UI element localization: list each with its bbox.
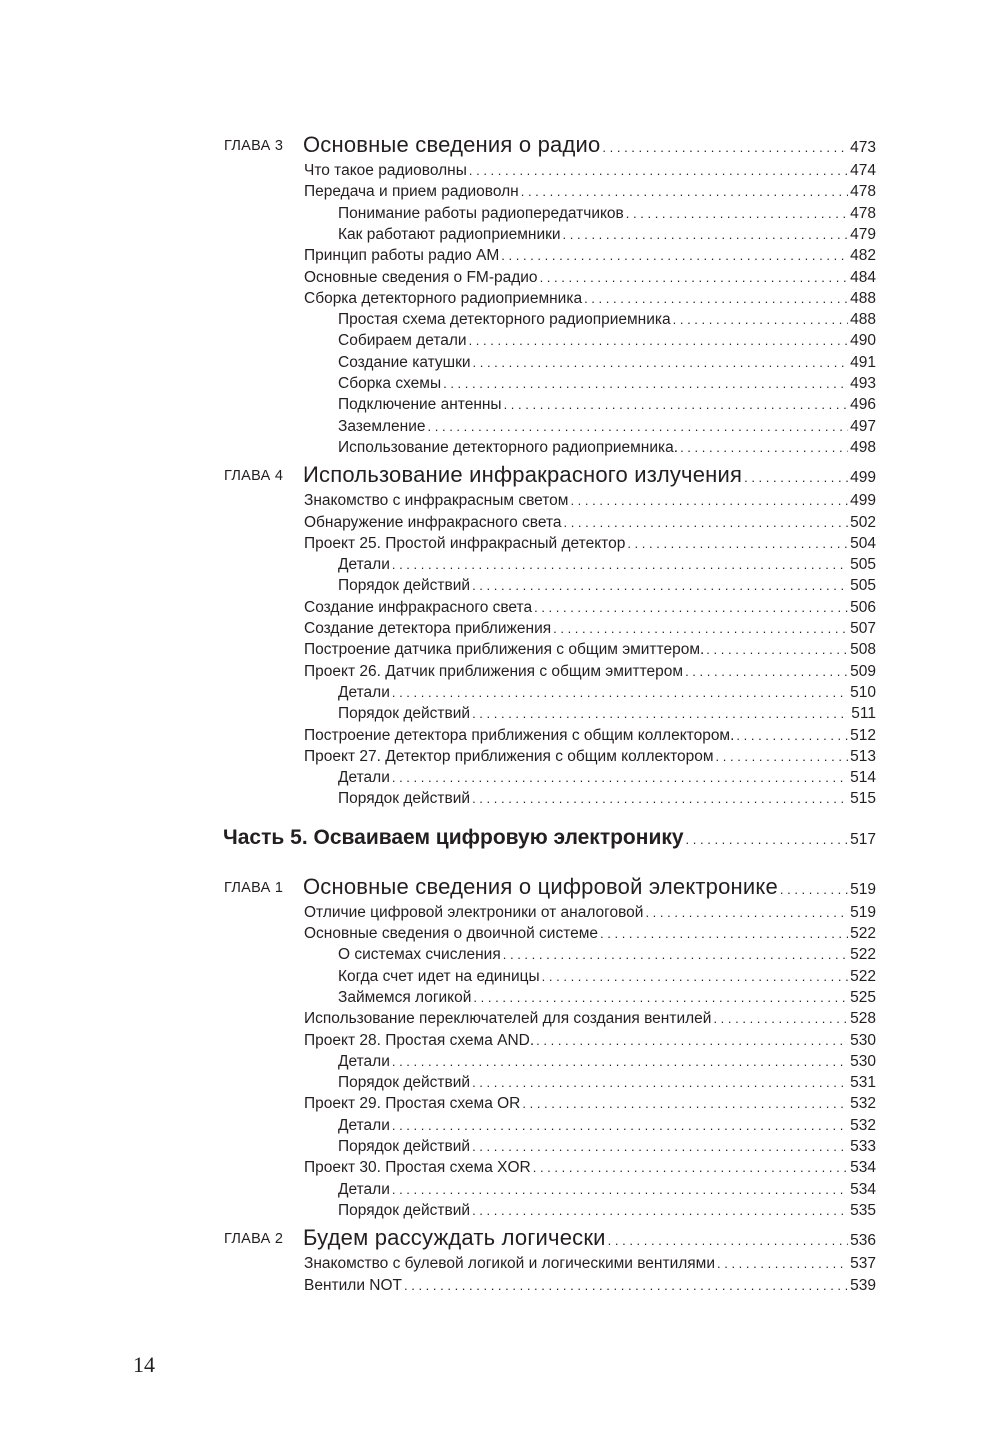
dot-leader	[472, 577, 848, 595]
chapter-heading[interactable]	[0, 873, 986, 899]
toc-entry[interactable]	[304, 599, 876, 617]
toc-section[interactable]	[0, 1159, 986, 1181]
toc-entry[interactable]	[304, 904, 876, 922]
entry-page: 505	[850, 556, 876, 574]
toc-section[interactable]	[0, 1095, 986, 1117]
entry-page: 536	[850, 1232, 876, 1250]
dot-leader	[542, 968, 848, 986]
toc-subsection[interactable]	[0, 556, 986, 578]
entry-title: Порядок действий	[338, 577, 471, 595]
toc-section[interactable]	[0, 247, 986, 269]
entry-title: Как работают радиоприемники	[338, 225, 561, 243]
dot-leader	[713, 1010, 848, 1028]
entry-title: Порядок действий	[338, 790, 471, 808]
entry-page: 531	[850, 1074, 876, 1092]
dot-leader	[428, 418, 849, 436]
entry-title: Использование переключателей для создания вентилей	[304, 1010, 712, 1028]
toc-entry[interactable]	[338, 396, 876, 414]
toc-entry[interactable]	[338, 556, 876, 574]
toc-section[interactable]	[0, 904, 986, 926]
entry-title: Собираем детали	[338, 332, 467, 350]
dot-leader	[472, 705, 849, 723]
entry-page: 532	[850, 1095, 876, 1113]
entry-title: Знакомство с инфракрасным светом	[304, 492, 569, 510]
entry-page: 499	[850, 492, 876, 510]
toc-entry[interactable]	[338, 946, 876, 964]
entry-page: 533	[850, 1138, 876, 1155]
entry-title: Основные сведения о FM-радио	[304, 268, 538, 286]
dot-leader	[627, 535, 848, 553]
dot-leader	[780, 874, 848, 900]
entry-title: Сборка детекторного радиоприемника	[304, 289, 583, 307]
toc-entry[interactable]	[304, 1277, 876, 1295]
dot-leader	[392, 1117, 848, 1135]
chapter-label: ГЛАВА 1	[224, 879, 284, 896]
toc-entry[interactable]	[304, 1032, 876, 1050]
dot-leader	[501, 247, 848, 265]
toc-entry[interactable]	[338, 1202, 876, 1220]
entry-title: Сборка схемы	[338, 375, 442, 392]
entry-page: 528	[850, 1010, 876, 1028]
toc-section[interactable]	[0, 1032, 986, 1054]
part-heading[interactable]	[0, 826, 986, 848]
chapter-heading[interactable]	[0, 1225, 986, 1251]
chapter-label: ГЛАВА 3	[224, 138, 284, 154]
entry-title: Что такое радиоволны	[304, 162, 467, 179]
dot-leader	[608, 1225, 848, 1251]
toc-subsection[interactable]	[0, 1074, 986, 1096]
toc-entry[interactable]	[304, 748, 876, 766]
toc-entry[interactable]	[338, 439, 876, 457]
dot-leader	[522, 1095, 848, 1113]
toc-subsection[interactable]	[0, 1181, 986, 1203]
entry-page: 473	[850, 139, 876, 156]
toc-section[interactable]	[0, 535, 986, 557]
toc-entry[interactable]	[304, 247, 876, 265]
toc-entry[interactable]	[304, 727, 876, 745]
entry-title: Заземление	[338, 417, 426, 435]
toc-subsection[interactable]	[0, 1138, 986, 1160]
entry-page: 478	[850, 183, 876, 201]
dot-leader	[392, 769, 848, 787]
dot-leader	[686, 826, 849, 850]
entry-title: Детали	[338, 769, 390, 787]
entry-page: 478	[850, 204, 876, 222]
entry-title: Порядок действий	[338, 1138, 471, 1155]
entry-title: Порядок действий	[338, 1074, 471, 1092]
toc-section[interactable]	[0, 620, 986, 642]
dot-leader	[533, 1159, 848, 1177]
dot-leader	[473, 354, 849, 372]
entry-title: Основные сведения о двоичной системе	[304, 925, 599, 942]
entry-page: 508	[850, 641, 876, 659]
toc-subsection[interactable]	[0, 418, 986, 440]
entry-title: Обнаружение инфракрасного света	[304, 513, 562, 531]
toc-subsection[interactable]	[0, 311, 986, 333]
toc-entry[interactable]	[304, 1255, 876, 1273]
toc-entry[interactable]	[338, 418, 876, 436]
dot-leader	[469, 332, 849, 350]
entry-page: 522	[850, 946, 876, 964]
entry-page: 509	[850, 662, 876, 680]
toc-entry[interactable]	[304, 183, 876, 201]
dot-leader	[504, 396, 849, 414]
toc-entry[interactable]	[303, 132, 876, 158]
entry-title: Создание инфракрасного света	[304, 598, 533, 616]
toc-entry[interactable]	[338, 790, 876, 808]
entry-page: 535	[850, 1201, 876, 1219]
entry-title: Проект 30. Простая схема XOR	[304, 1159, 531, 1177]
dot-leader	[744, 462, 848, 488]
entry-page: 519	[850, 903, 876, 921]
entry-title: Понимание работы радиопередатчиков	[338, 204, 624, 222]
dot-leader	[553, 620, 848, 638]
toc-entry[interactable]	[303, 874, 876, 900]
toc-subsection[interactable]	[0, 226, 986, 248]
toc-subsection[interactable]	[0, 1117, 986, 1139]
dot-leader	[717, 1255, 848, 1273]
toc-entry[interactable]	[338, 705, 876, 723]
dot-leader	[570, 492, 848, 510]
entry-title: Детали	[338, 556, 390, 574]
dot-leader	[404, 1277, 848, 1295]
toc-subsection[interactable]	[0, 332, 986, 354]
dot-leader	[392, 1053, 848, 1071]
toc-entry[interactable]	[338, 989, 876, 1007]
dot-leader	[392, 1181, 848, 1199]
entry-page: 505	[850, 577, 876, 595]
entry-page: 510	[850, 683, 876, 701]
entry-title: Отличие цифровой электроники от аналоговой	[304, 903, 644, 921]
entry-page: 488	[850, 289, 876, 307]
entry-page: 499	[850, 469, 876, 487]
entry-title: Простая схема детекторного радиоприемника	[338, 311, 671, 329]
toc-entry[interactable]	[304, 925, 876, 943]
entry-page: 525	[850, 988, 876, 1006]
toc-entry[interactable]	[338, 684, 876, 702]
entry-title: Вентили NOT	[304, 1276, 403, 1294]
toc-entry[interactable]	[223, 826, 876, 850]
entry-title: Будем рассуждать логически	[303, 1225, 606, 1251]
entry-page: 474	[850, 162, 876, 179]
entry-page: 511	[851, 705, 876, 723]
toc-entry[interactable]	[304, 620, 876, 638]
entry-page: 507	[850, 620, 876, 637]
entry-page: 514	[850, 769, 876, 787]
toc-section[interactable]	[0, 1010, 986, 1032]
toc-subsection[interactable]	[0, 354, 986, 376]
entry-title: Порядок действий	[338, 705, 471, 723]
toc-subsection[interactable]	[0, 684, 986, 706]
entry-title: Создание катушки	[338, 353, 471, 371]
toc-entry[interactable]	[304, 162, 876, 180]
entry-title: Принцип работы радио AM	[304, 247, 500, 265]
entry-title: Детали	[338, 1052, 390, 1070]
toc-subsection[interactable]	[0, 396, 986, 418]
entry-page: 497	[850, 417, 876, 435]
dot-leader	[536, 1032, 848, 1050]
entry-title: О системах счисления	[338, 946, 501, 964]
dot-leader	[563, 226, 849, 244]
dot-leader	[716, 748, 849, 766]
toc-entry[interactable]	[338, 1053, 876, 1071]
toc-entry[interactable]	[338, 205, 876, 223]
entry-title: Передача и прием радиоволн	[304, 183, 519, 201]
toc-section[interactable]	[0, 1277, 986, 1299]
toc-subsection[interactable]	[0, 705, 986, 727]
toc-section[interactable]	[0, 162, 986, 184]
entry-page: 513	[850, 747, 876, 765]
entry-page: 539	[850, 1276, 876, 1294]
entry-page: 522	[850, 925, 876, 942]
dot-leader	[680, 439, 848, 457]
toc-subsection[interactable]	[0, 205, 986, 227]
dot-leader	[626, 205, 848, 223]
toc-entry[interactable]	[304, 663, 876, 681]
toc-section[interactable]	[0, 748, 986, 770]
toc-entry[interactable]	[304, 641, 876, 659]
toc-entry[interactable]	[338, 375, 876, 393]
toc-entry[interactable]	[338, 968, 876, 986]
dot-leader	[563, 514, 848, 532]
entry-title: Проект 28. Простая схема AND.	[304, 1031, 535, 1049]
dot-leader	[645, 904, 848, 922]
entry-title: Знакомство с булевой логикой и логическими вентилями	[304, 1255, 715, 1273]
toc-section[interactable]	[0, 514, 986, 536]
toc-entry[interactable]	[303, 462, 876, 488]
toc-entry[interactable]	[338, 1074, 876, 1092]
toc-entry[interactable]	[338, 769, 876, 787]
toc-entry[interactable]	[304, 514, 876, 532]
entry-page: 506	[850, 598, 876, 616]
entry-title: Проект 25. Простой инфракрасный детектор	[304, 534, 626, 552]
entry-page: 493	[850, 375, 876, 392]
toc-entry[interactable]	[338, 1181, 876, 1199]
toc-section[interactable]	[0, 492, 986, 514]
chapter-heading[interactable]	[0, 462, 986, 488]
dot-leader	[443, 375, 848, 393]
toc-section[interactable]	[0, 641, 986, 663]
entry-page: 488	[850, 311, 876, 329]
toc-subsection[interactable]	[0, 769, 986, 791]
entry-page: 530	[850, 1052, 876, 1070]
toc-entry[interactable]	[338, 577, 876, 595]
entry-title: Основные сведения о цифровой электронике	[303, 873, 778, 899]
entry-page: 479	[850, 225, 876, 243]
toc-entry[interactable]	[304, 269, 876, 287]
entry-title: Когда счет идет на единицы	[338, 967, 540, 985]
entry-page: 490	[850, 332, 876, 350]
entry-title: Детали	[338, 683, 390, 701]
dot-leader	[706, 641, 848, 659]
toc-subsection[interactable]	[0, 375, 986, 397]
toc-section[interactable]	[0, 290, 986, 312]
entry-page: 484	[850, 268, 876, 286]
entry-page: 515	[850, 790, 876, 808]
dot-leader	[540, 269, 849, 287]
entry-title: Использование инфракрасного излучения	[303, 462, 743, 488]
toc-entry[interactable]	[304, 492, 876, 510]
entry-page: 517	[850, 830, 876, 848]
toc-subsection[interactable]	[0, 968, 986, 990]
entry-page: 534	[850, 1159, 876, 1177]
toc-entry[interactable]	[304, 290, 876, 308]
dot-leader	[584, 290, 848, 308]
toc-entry[interactable]	[304, 1159, 876, 1177]
entry-page: 512	[850, 726, 876, 744]
toc-section[interactable]	[0, 727, 986, 749]
dot-leader	[472, 790, 848, 808]
page-number: 14	[133, 1352, 155, 1377]
toc-entry[interactable]	[338, 226, 876, 244]
dot-leader	[602, 132, 848, 158]
entry-title: Часть 5. Осваиваем цифровую электронику	[223, 825, 684, 849]
entry-title: Проект 26. Датчик приближения с общим эмиттером	[304, 662, 684, 680]
toc-subsection[interactable]	[0, 946, 986, 968]
entry-page: 530	[850, 1031, 876, 1049]
dot-leader	[392, 684, 848, 702]
entry-title: Построение датчика приближения с общим эмиттером.	[304, 641, 705, 659]
dot-leader	[521, 183, 848, 201]
entry-title: Займемся логикой	[338, 988, 472, 1006]
chapter-heading[interactable]	[0, 132, 986, 157]
entry-page: 534	[850, 1180, 876, 1198]
toc-section[interactable]	[0, 269, 986, 291]
dot-leader	[685, 663, 848, 681]
toc-entry[interactable]	[304, 1095, 876, 1113]
entry-page: 491	[850, 353, 876, 371]
dot-leader	[472, 1138, 848, 1156]
dot-leader	[600, 925, 848, 943]
dot-leader	[473, 989, 848, 1007]
toc-subsection[interactable]	[0, 577, 986, 599]
dot-leader	[472, 1074, 848, 1092]
entry-page: 537	[850, 1255, 876, 1273]
toc-entry[interactable]	[338, 332, 876, 350]
toc-section[interactable]	[0, 1255, 986, 1277]
toc-subsection[interactable]	[0, 439, 986, 461]
toc-section[interactable]	[0, 925, 986, 947]
toc-subsection[interactable]	[0, 1202, 986, 1224]
entry-title: Детали	[338, 1116, 390, 1134]
dot-leader	[736, 727, 848, 745]
toc-section[interactable]	[0, 183, 986, 205]
toc-entry[interactable]	[338, 1138, 876, 1156]
entry-title: Построение детектора приближения с общим коллектором.	[304, 726, 735, 744]
toc-entry[interactable]	[304, 1010, 876, 1028]
entry-title: Создание детектора приближения	[304, 620, 552, 637]
entry-title: Порядок действий	[338, 1201, 471, 1219]
entry-title: Подключение антенны	[338, 396, 502, 414]
entry-page: 498	[850, 438, 876, 456]
entry-page: 519	[850, 880, 876, 898]
entry-page: 482	[850, 247, 876, 265]
dot-leader	[534, 599, 848, 617]
toc-subsection[interactable]	[0, 1053, 986, 1075]
dot-leader	[673, 311, 849, 329]
dot-leader	[392, 556, 848, 574]
entry-title: Проект 27. Детектор приближения с общим коллектором	[304, 747, 714, 765]
toc-section[interactable]	[0, 599, 986, 621]
toc-subsection[interactable]	[0, 989, 986, 1011]
entry-page: 532	[850, 1116, 876, 1134]
toc-entry[interactable]	[338, 354, 876, 372]
toc-section[interactable]	[0, 663, 986, 685]
entry-page: 504	[850, 534, 876, 552]
dot-leader	[503, 946, 848, 964]
chapter-label: ГЛАВА 4	[224, 468, 284, 485]
dot-leader	[469, 162, 848, 180]
entry-page: 522	[850, 967, 876, 985]
entry-title: Использование детекторного радиоприемника.	[338, 438, 679, 456]
toc-entry[interactable]	[338, 311, 876, 329]
entry-page: 502	[850, 513, 876, 531]
dot-leader	[472, 1202, 848, 1220]
toc-subsection[interactable]	[0, 790, 986, 812]
entry-title: Проект 29. Простая схема OR	[304, 1095, 521, 1113]
toc-entry[interactable]	[304, 535, 876, 553]
entry-title: Основные сведения о радио	[303, 132, 601, 157]
chapter-label: ГЛАВА 2	[224, 1231, 284, 1248]
toc-entry[interactable]	[303, 1225, 876, 1251]
entry-page: 496	[850, 396, 876, 414]
entry-title: Детали	[338, 1180, 390, 1198]
toc-entry[interactable]	[338, 1117, 876, 1135]
